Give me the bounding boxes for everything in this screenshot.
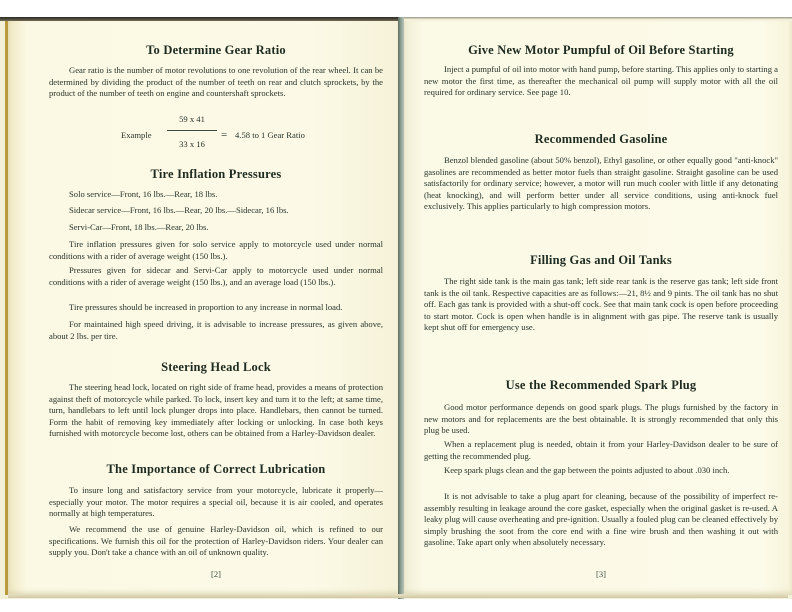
heading-spark-plug: Use the Recommended Spark Plug xyxy=(505,378,697,392)
paragraph-pumpful-of-oil: Inject a pumpful of oil into motor with hand pump, before starting. This applies only to starting a new motor the first time, as thereafter the mechanical oil pump will supply motor with all the oil required for ordinary service. See page 10. xyxy=(424,64,778,98)
heading-pumpful-of-oil: Give New Motor Pumpful of Oil Before Starting xyxy=(468,43,734,57)
example-label: Example xyxy=(121,130,152,140)
paragraph-gear-ratio: Gear ratio is the number of motor revolutions to one revolution of the rear wheel. It can be determined by dividing the product of the number of teeth on rear and clutch sprockets, by the product of the number of teeth on engine and countershaft sprockets. xyxy=(49,65,383,99)
example-result: 4.58 to 1 Gear Ratio xyxy=(235,130,305,140)
paragraph-solo-service: Solo service—Front, 16 lbs.—Rear, 18 lbs. xyxy=(69,189,218,199)
paragraph-sidecar-pressures: Pressures given for sidecar and Servi-Car apply to motorcycle used under normal conditions with a rider of average weight (150 lbs.), and an average load (150 lbs.). xyxy=(49,265,383,287)
heading-recommended-gasoline: Recommended Gasoline xyxy=(534,132,668,146)
paragraph-lubrication-2: We recommend the use of genuine Harley-Davidson oil, which is refined to our specifications. We furnish this oil for the protection of Harley-Davidson riders. Your dealer can supply you. Don't take a chance with an oil of unknown quality. xyxy=(49,524,383,558)
heading-filling-tanks: Filling Gas and Oil Tanks xyxy=(530,253,672,267)
paragraph-solo-pressures: Tire inflation pressures given for solo service apply to motorcycle used under normal conditions with a rider of average weight (150 lbs.). xyxy=(49,239,383,261)
example-fraction xyxy=(167,114,217,149)
heading-lubrication: The Importance of Correct Lubrication xyxy=(106,462,326,476)
page-number-left: [2] xyxy=(211,569,221,579)
page-number-right: [3] xyxy=(596,569,606,579)
bottom-page-edge xyxy=(8,594,788,598)
paragraph-sidecar-service: Sidecar service—Front, 16 lbs.—Rear, 20 lbs.—Sidecar, 16 lbs. xyxy=(69,205,289,215)
paragraph-spark-plug-1: Good motor performance depends on good spark plugs. The plugs furnished by the factory in new motors and for replacements are the best obtainable. It is strongly recommended that only this plug be used. xyxy=(424,402,778,436)
paragraph-spark-plug-4: It is not advisable to take a plug apart for cleaning, because of the possibility of imperfect re-assembly resulting in leakage around the core gasket, especially when the original gasket is re-used. A leaky plug will cause overheating and pre-ignition. Usually a fouled plug can be cleaned effectively by simply brushing the soot from the core end with a fine wire brush and then washing it out with gasoline. Take apart only when absolutely necessary. xyxy=(424,491,778,548)
paragraph-servi-car: Servi-Car—Front, 18 lbs.—Rear, 20 lbs. xyxy=(69,222,209,232)
example-equals: = xyxy=(221,129,228,141)
fraction-bar xyxy=(167,130,217,131)
left-page xyxy=(5,21,400,595)
top-edge-shadow-right xyxy=(400,17,792,19)
paragraph-high-speed: For maintained high speed driving, it is advisable to increase pressures, as given above, about 2 lbs. per tire. xyxy=(49,319,383,341)
heading-steering-head-lock: Steering Head Lock xyxy=(161,360,271,374)
paragraph-spark-plug-2: When a replacement plug is needed, obtain it from your Harley-Davidson dealer to be sure of getting the recommended plug. xyxy=(424,439,778,461)
example-numerator: 59 x 41 xyxy=(179,114,205,124)
paragraph-load-increase: Tire pressures should be increased in proportion to any increase in normal load. xyxy=(69,302,343,312)
right-page xyxy=(404,21,792,595)
example-denominator: 33 x 16 xyxy=(179,139,205,149)
paragraph-gasoline: Benzol blended gasoline (about 50% benzol), Ethyl gasoline, or other equally good "anti-knock" gasolines are recommended as better motor fuels than straight gasoline. Straight gasoline can be used satisfactorily for ordinary service; however, a motor will run much cooler with little if any detonating (heat knocking), and will perform better under all service conditions, using anti-knock fuel exclusively. This applies particularly to high compression motors. xyxy=(424,155,778,212)
heading-gear-ratio: To Determine Gear Ratio xyxy=(146,43,286,57)
paragraph-lubrication-1: To insure long and satisfactory service from your motorcycle, lubricate it properly—especially your motor. The motor requires a special oil, because it is air cooled, and operates normally at high temperatures. xyxy=(49,485,383,519)
paragraph-filling-tanks: The right side tank is the main gas tank; left side rear tank is the reserve gas tank; left side front tank is the oil tank. Respective capacities are as follows:—21, 8½ and 9 pints. The oil tank has no shut off. Each gas tank is provided with a shut-off cock. See that main tank cock is open before proceeding to start motor. Cock is open when handle is in alignment with gas pipe. The reserve tank is usually kept shut off for emergency use. xyxy=(424,276,778,333)
paragraph-steering-lock: The steering head lock, located on right side of frame head, provides a means of protection against theft of motorcycle while parked. To lock, insert key and turn it to the left; at same time, turn, handlebars to left until lock plunger drops into place. Handlebars, then cannot be turned. Form the habit of removing key immediately after locking or unlocking. In case both keys furnished with motorcycle become lost, others can be obtained from a Harley-Davidson dealer. xyxy=(49,382,383,439)
heading-tire-inflation: Tire Inflation Pressures xyxy=(150,167,282,181)
paragraph-spark-plug-3: Keep spark plugs clean and the gap between the points adjusted to about .030 inch. xyxy=(444,465,730,475)
